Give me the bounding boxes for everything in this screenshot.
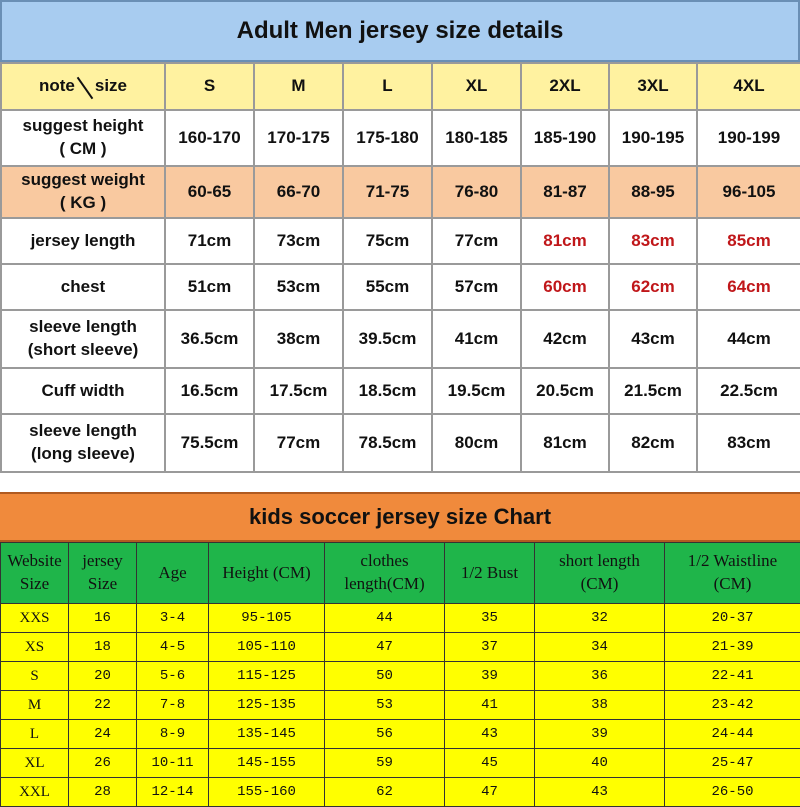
kids-value-cell: 24-44 [665,720,800,749]
kids-value-cell: 43 [535,778,665,807]
size-value-cell: 66-70 [254,166,343,218]
size-value-cell: 77cm [432,218,521,264]
kids-header-line2: (CM) [535,573,664,596]
row-label-line1: jersey length [2,230,164,253]
row-label [1,166,165,218]
row-label [1,368,165,414]
kids-value-cell: 20-37 [665,604,800,633]
size-value-cell: 41cm [432,310,521,368]
adult-table-row [1,218,800,264]
kids-value-cell: 34 [535,633,665,662]
kids-column-header [69,543,137,604]
kids-value-cell: 47 [445,778,535,807]
kids-value-cell: 36 [535,662,665,691]
kids-table-row [1,691,800,720]
kids-column-header [535,543,665,604]
corner-note-text: note [39,75,75,98]
kids-value-cell: 115-125 [209,662,325,691]
kids-value-cell: 26 [69,749,137,778]
kids-value-cell: 135-145 [209,720,325,749]
size-value-cell: 180-185 [432,110,521,166]
kids-column-header [445,543,535,604]
size-value-cell: 77cm [254,414,343,472]
size-value-cell: 60-65 [165,166,254,218]
kids-value-cell: 40 [535,749,665,778]
kids-column-header [209,543,325,604]
kids-value-cell: 39 [445,662,535,691]
size-value-cell: 16.5cm [165,368,254,414]
corner-cell [1,63,165,110]
row-label [1,264,165,310]
kids-value-cell: 8-9 [137,720,209,749]
kids-header-line1: 1/2 Waistline [665,550,800,573]
kids-table-row [1,749,800,778]
size-value-cell: 190-199 [697,110,800,166]
kids-value-cell: 22-41 [665,662,800,691]
size-value-cell: 62cm [609,264,697,310]
size-value-cell: 78.5cm [343,414,432,472]
kids-header-line2: (CM) [665,573,800,596]
size-value-cell: 43cm [609,310,697,368]
adult-table-row [1,368,800,414]
kids-header-line2: Size [69,573,136,596]
kids-header-line2: length(CM) [325,573,444,596]
kids-value-cell: 16 [69,604,137,633]
kids-value-cell: 47 [325,633,445,662]
kids-value-cell: 62 [325,778,445,807]
kids-value-cell: 23-42 [665,691,800,720]
size-header: XL [432,63,521,110]
adult-table-row [1,264,800,310]
kids-table-row [1,633,800,662]
kids-value-cell: 53 [325,691,445,720]
size-header: L [343,63,432,110]
adult-table-row [1,310,800,368]
adult-table-row [1,166,800,218]
row-label-line1: sleeve length [2,420,164,443]
adult-header-row [1,63,800,110]
kids-value-cell: 10-11 [137,749,209,778]
kids-value-cell: XL [1,749,69,778]
kids-value-cell: 20 [69,662,137,691]
kids-value-cell: 18 [69,633,137,662]
size-value-cell: 19.5cm [432,368,521,414]
kids-value-cell: 125-135 [209,691,325,720]
row-label-line1: sleeve length [2,316,164,339]
kids-value-cell: 21-39 [665,633,800,662]
size-value-cell: 60cm [521,264,609,310]
kids-size-table [0,542,800,807]
size-value-cell: 73cm [254,218,343,264]
kids-value-cell: 32 [535,604,665,633]
kids-value-cell: 105-110 [209,633,325,662]
kids-column-header [665,543,800,604]
size-value-cell: 71-75 [343,166,432,218]
row-label [1,110,165,166]
kids-table-row [1,720,800,749]
kids-table-row [1,604,800,633]
size-value-cell: 88-95 [609,166,697,218]
kids-value-cell: XS [1,633,69,662]
kids-column-header [325,543,445,604]
kids-value-cell: 24 [69,720,137,749]
size-value-cell: 83cm [697,414,800,472]
kids-value-cell: 50 [325,662,445,691]
kids-value-cell: 22 [69,691,137,720]
size-value-cell: 82cm [609,414,697,472]
corner-size-text: size [95,75,127,98]
size-value-cell: 170-175 [254,110,343,166]
size-value-cell: 21.5cm [609,368,697,414]
adult-size-title: Adult Men jersey size details [0,0,800,62]
diagonal-slash-icon [77,76,93,98]
kids-header-row [1,543,800,604]
size-value-cell: 53cm [254,264,343,310]
kids-value-cell: 44 [325,604,445,633]
row-label-line1: suggest height [2,115,164,138]
kids-value-cell: 45 [445,749,535,778]
row-label-line2: (long sleeve) [2,443,164,466]
kids-value-cell: 59 [325,749,445,778]
kids-value-cell: 26-50 [665,778,800,807]
kids-header-line1: 1/2 Bust [445,562,534,585]
row-label-line2: ( CM ) [2,138,164,161]
size-value-cell: 75cm [343,218,432,264]
size-header: 2XL [521,63,609,110]
size-value-cell: 81cm [521,414,609,472]
kids-header-line1: Height (CM) [209,562,324,585]
size-value-cell: 36.5cm [165,310,254,368]
size-value-cell: 85cm [697,218,800,264]
size-header: M [254,63,343,110]
size-value-cell: 42cm [521,310,609,368]
size-value-cell: 83cm [609,218,697,264]
size-value-cell: 81cm [521,218,609,264]
size-value-cell: 39.5cm [343,310,432,368]
size-header: 3XL [609,63,697,110]
kids-value-cell: 3-4 [137,604,209,633]
kids-value-cell: 38 [535,691,665,720]
kids-header-line1: clothes [325,550,444,573]
kids-value-cell: 145-155 [209,749,325,778]
row-label [1,310,165,368]
kids-header-line1: short length [535,550,664,573]
size-header: S [165,63,254,110]
kids-value-cell: 95-105 [209,604,325,633]
kids-value-cell: L [1,720,69,749]
row-label [1,218,165,264]
kids-value-cell: 39 [535,720,665,749]
size-value-cell: 38cm [254,310,343,368]
kids-value-cell: 37 [445,633,535,662]
size-value-cell: 64cm [697,264,800,310]
size-value-cell: 55cm [343,264,432,310]
adult-size-table [0,62,800,473]
size-value-cell: 71cm [165,218,254,264]
kids-value-cell: 155-160 [209,778,325,807]
kids-header-line1: Website [1,550,68,573]
row-label-line1: Cuff width [2,380,164,403]
kids-value-cell: 41 [445,691,535,720]
kids-column-header [1,543,69,604]
kids-value-cell: XXL [1,778,69,807]
size-value-cell: 75.5cm [165,414,254,472]
row-label-line1: chest [2,276,164,299]
kids-value-cell: 28 [69,778,137,807]
kids-table-row [1,662,800,691]
kids-column-header [137,543,209,604]
size-value-cell: 190-195 [609,110,697,166]
adult-table-row [1,414,800,472]
size-value-cell: 175-180 [343,110,432,166]
size-header: 4XL [697,63,800,110]
kids-value-cell: 56 [325,720,445,749]
size-value-cell: 96-105 [697,166,800,218]
kids-value-cell: S [1,662,69,691]
kids-value-cell: 25-47 [665,749,800,778]
adult-table-row [1,110,800,166]
kids-value-cell: 12-14 [137,778,209,807]
kids-value-cell: 5-6 [137,662,209,691]
size-value-cell: 76-80 [432,166,521,218]
size-value-cell: 57cm [432,264,521,310]
kids-value-cell: XXS [1,604,69,633]
kids-table-row [1,778,800,807]
kids-value-cell: 35 [445,604,535,633]
kids-header-line1: Age [137,562,208,585]
kids-header-line2: Size [1,573,68,596]
kids-value-cell: 7-8 [137,691,209,720]
row-label-line2: (short sleeve) [2,339,164,362]
row-label-line2: ( KG ) [2,192,164,215]
kids-size-title: kids soccer jersey size Chart [0,492,800,542]
size-value-cell: 17.5cm [254,368,343,414]
size-value-cell: 160-170 [165,110,254,166]
size-value-cell: 44cm [697,310,800,368]
size-value-cell: 80cm [432,414,521,472]
size-value-cell: 81-87 [521,166,609,218]
row-label-line1: suggest weight [2,169,164,192]
size-value-cell: 18.5cm [343,368,432,414]
size-value-cell: 22.5cm [697,368,800,414]
kids-value-cell: M [1,691,69,720]
size-value-cell: 20.5cm [521,368,609,414]
note-size-label [39,75,127,98]
size-value-cell: 51cm [165,264,254,310]
kids-header-line1: jersey [69,550,136,573]
row-label [1,414,165,472]
kids-value-cell: 4-5 [137,633,209,662]
size-value-cell: 185-190 [521,110,609,166]
kids-value-cell: 43 [445,720,535,749]
